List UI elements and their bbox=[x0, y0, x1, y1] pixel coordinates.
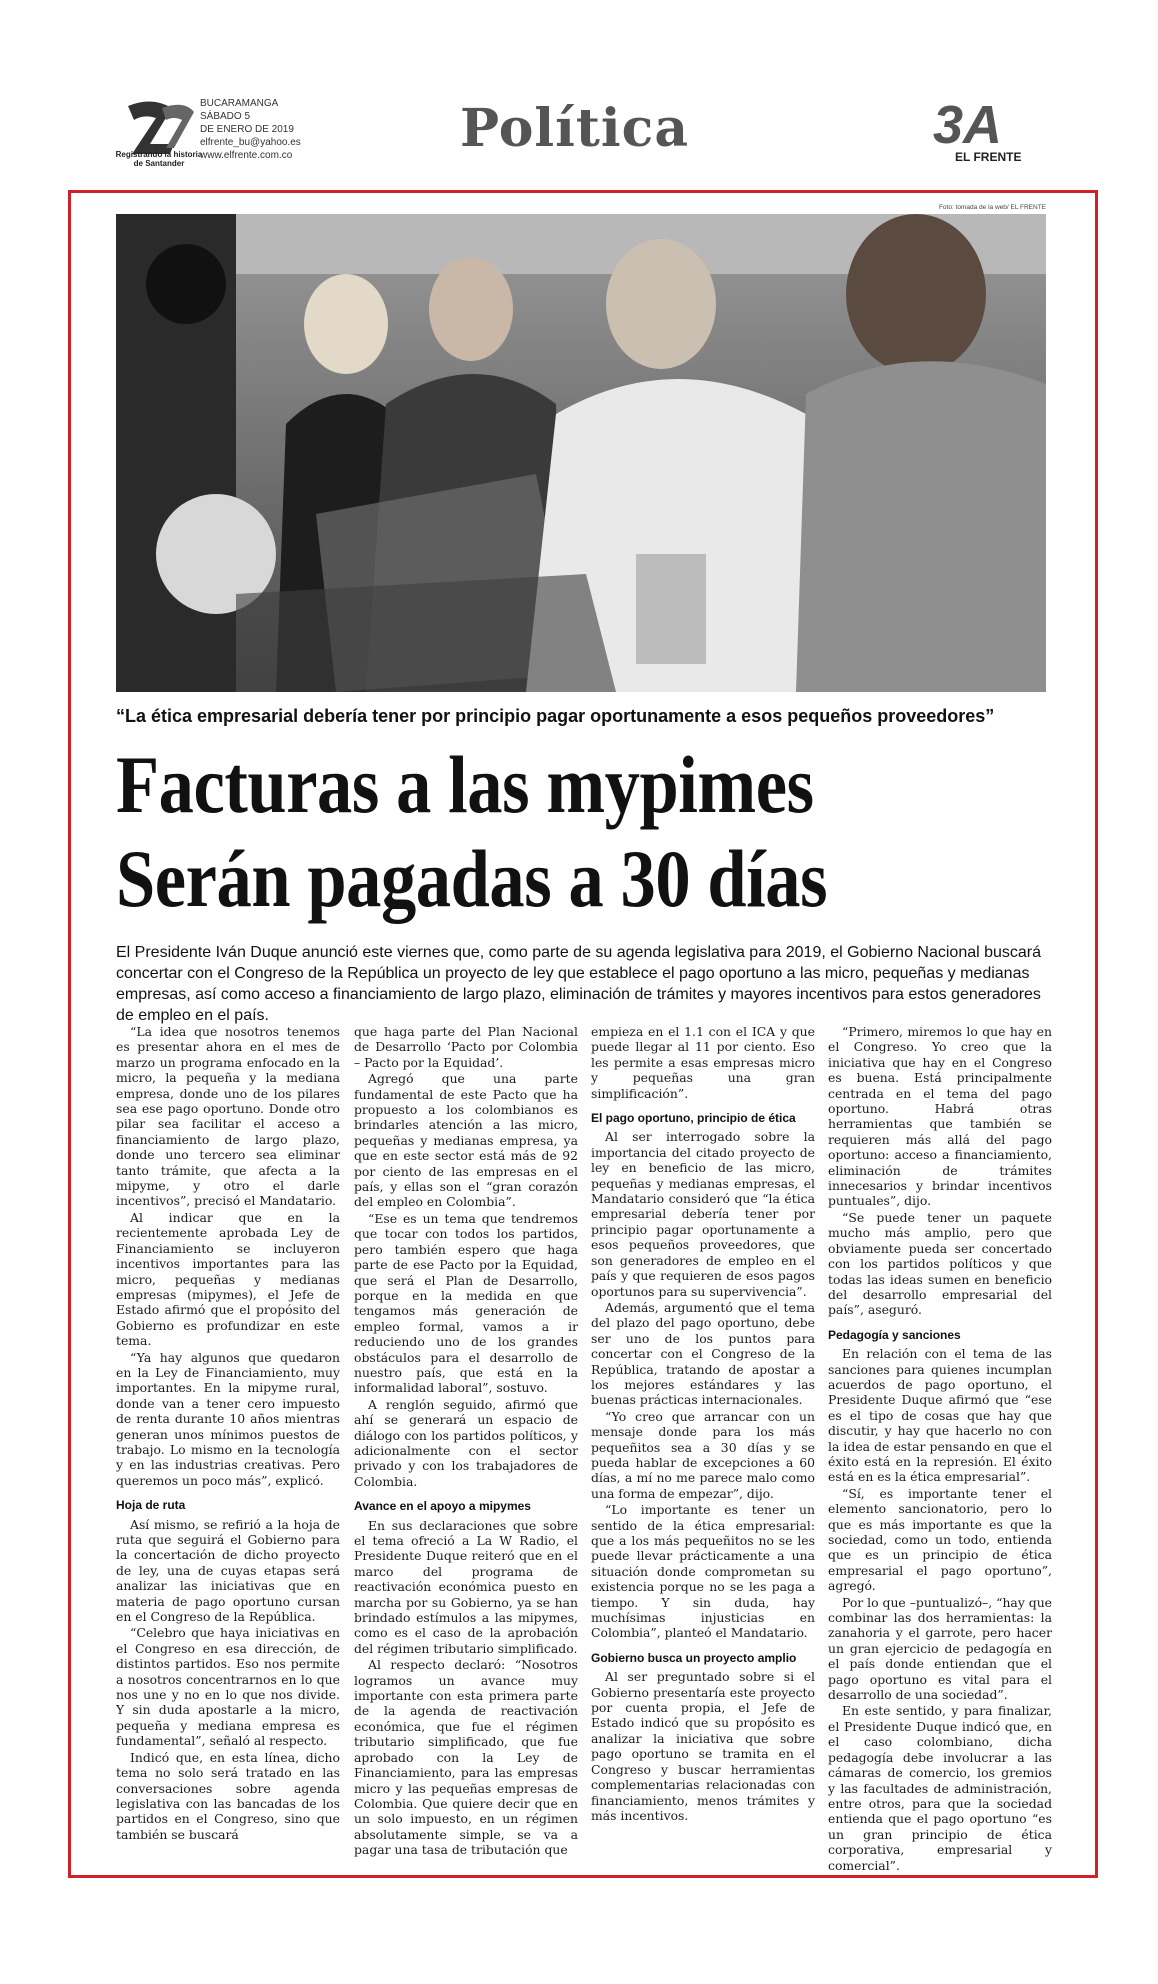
page-number: 3A bbox=[933, 95, 1003, 155]
paragraph: “Ya hay algunos que quedaron en la Ley de Financiamiento, muy importantes. En la mipyme rural, donde van a tener cero impuesto de renta durante 10 años mientras generan unos mínimos puestos de trabajo. Lo mismo en la tecnología y en las industrias creativas. Pero queremos un poco más”, explicó. bbox=[116, 1349, 340, 1488]
paragraph: A renglón seguido, afirmó que ahí se generará un espacio de diálogo con los partidos políticos, y adicionalmente con el sector privado y con los trabajadores de Colombia. bbox=[354, 1396, 578, 1489]
headline-line-2: Serán pagadas a 30 días bbox=[116, 833, 828, 924]
paragraph: “Primero, miremos lo que hay en el Congreso. Yo creo que la iniciativa que hay en el Congreso es buena. Está principalmente centrada en el tema del pago oportuno. Habrá otras herramientas que también se requieren más allá del pago oportuno: acceso a financiamiento, eliminación de trámites innecesarios y brindar incentivos puntuales”, dijo. bbox=[828, 1024, 1052, 1209]
masthead bbox=[0, 0, 1158, 190]
paragraph: Así mismo, se refirió a la hoja de ruta que seguirá el Gobierno para la concertación de dicho proyecto de ley, una de cuyas etapas será analizar las iniciativas que en materia de pago oportuno cursan en el Congreso de la República. bbox=[116, 1516, 340, 1625]
headline-line-1: Facturas a las mypimes bbox=[116, 739, 814, 830]
paragraph: Al ser preguntado sobre si el Gobierno presentaría este proyecto por cuenta propia, el Jefe de Estado indicó que su propósito es analizar la iniciativa que sobre pago oportuno se tramita en el Congreso y buscar herramientas complementarias relacionadas con financiamiento, menos trámites y más incentivos. bbox=[591, 1669, 815, 1823]
article-lead: El Presidente Iván Duque anunció este viernes que, como parte de su agenda legislativa para 2019, el Gobierno Nacional buscará concertar con el Congreso de la República un proyecto de ley que establece el pago oportuno a las micro, pequeñas y medianas empresas, así como acceso a financiamiento de largo plazo, eliminación de trámites y mayores incentivos para estos generadores de empleo en el país. bbox=[116, 944, 1042, 1024]
paragraph: Agregó que una parte fundamental de este Pacto que ha propuesto a los colombianos es brindarles atención a las micro, pequeñas y medianas empresa, ya que en este sector está más de 92 por ciento de las empresas en el país, y ellas son el “gran corazón del empleo en Colombia”. bbox=[354, 1071, 578, 1210]
section-title: Política bbox=[460, 98, 690, 159]
article-column-4 bbox=[828, 1024, 1052, 1874]
logo-tagline: Registrando la historia de Santander bbox=[115, 150, 203, 168]
article-column-2 bbox=[354, 1024, 578, 1859]
subheading: Avance en el apoyo a mipymes bbox=[354, 1499, 531, 1514]
paragraph: “Celebro que haya iniciativas en el Congreso en esa dirección, de distintos partidos. Eso nos permite a nosotros concentrarnos en lo que nos une y no en lo que nos divide. Y sin duda apostarle a la micro, pequeña y mediana empresa es fundamental”, señaló al respecto. bbox=[116, 1625, 340, 1749]
paragraph: En relación con el tema de las sanciones para quienes incumplan acuerdos de pago oportuno, el Presidente Duque afirmó que “ese es el tipo de cosas que hay que discutir, y hay que hacerlo no con la idea de estar pensando en que el éxito está en la represión. El éxito está en es la ética empresarial”. bbox=[828, 1346, 1052, 1485]
headline bbox=[116, 738, 924, 926]
subheading: Pedagogía y sanciones bbox=[828, 1327, 961, 1342]
website-link[interactable]: www.elfrente.com.co bbox=[200, 150, 293, 161]
article-photo bbox=[116, 214, 1046, 692]
paragraph: “Yo creo que arrancar con un mensaje donde para los más pequeñitos sea a 30 días y se pueda hablar de excepciones a 60 días, a mí no me parece malo como una forma de empezar”, dijo. bbox=[591, 1408, 815, 1501]
paragraph: Además, argumentó que el tema del plazo del pago oportuno, debe ser uno de los puntos para concertar con el Congreso de la República, tratando de apostar a los mejores estándares y las buenas prácticas internacionales. bbox=[591, 1299, 815, 1408]
pull-quote: “La ética empresarial debería tener por principio pagar oportunamente a esos pequeños proveedores” bbox=[116, 706, 995, 726]
paragraph: Indicó que, en esta línea, dicho tema no solo será tratado en las conversaciones sobre agenda legislativa con las bancadas de los partidos en el Congreso, sino que también se buscará bbox=[116, 1749, 340, 1842]
photo-illustration bbox=[116, 214, 1046, 692]
publication-name: EL FRENTE bbox=[955, 150, 1022, 164]
paragraph: que haga parte del Plan Nacional de Desarrollo ‘Pacto por Colombia – Pacto por la Equidad’. bbox=[354, 1024, 578, 1070]
city: BUCARAMANGA bbox=[200, 98, 279, 109]
date-line-2: DE ENERO DE 2019 bbox=[200, 124, 294, 135]
edition-meta bbox=[200, 97, 301, 162]
paragraph: empieza en el 1.1 con el ICA y que puede llegar al 11 por ciento. Eso les permite a esas empresas micro y pequeñas una gran simplificación”. bbox=[591, 1024, 815, 1101]
subheading: Gobierno busca un proyecto amplio bbox=[591, 1650, 797, 1665]
paragraph: “Sí, es importante tener el elemento sancionatorio, pero lo que es más importante es que la sociedad, como un todo, entienda que es un principio de ética empresarial el pago oportuno”, agregó. bbox=[828, 1485, 1052, 1594]
paragraph: “Ese es un tema que tendremos que tocar con todos los partidos, pero también espero que haga parte de ese Pacto por la Equidad, que será el Plan de Desarrollo, porque en la medida en que tengamos más generación de empleo formal, vamos a ir reduciendo uno de los grandes obstáculos para el desarrollo de nuestro país, que está en la informalidad laboral”, sostuvo. bbox=[354, 1210, 578, 1396]
paragraph: Al ser interrogado sobre la importancia del citado proyecto de ley en beneficio de las micro, pequeñas y medianas empresas, el Mandatario consideró que “la ética empresarial debería tener por principio pagar oportunamente a esos pequeños proveedores, que son generadores de empleo en el país y que requieren de esos pagos oportunos para su supervivencia”. bbox=[591, 1129, 815, 1299]
paragraph: “Lo importante es tener un sentido de la ética empresarial: que a los más pequeñitos no se les puede llevar prácticamente a una situación donde comprometan su existencia porque no se les paga a tiempo. Y sin duda, hay muchísimas injusticias en Colombia”, planteó el Mandatario. bbox=[591, 1502, 815, 1641]
subheading: Hoja de ruta bbox=[116, 1498, 186, 1513]
date-line-1: SÁBADO 5 bbox=[200, 111, 251, 122]
paragraph: “Se puede tener un paquete mucho más amplio, pero que obviamente pueda ser concertado con los partidos políticos y que todas las ideas sumen en beneficio del desarrollo empresarial del país”, aseguró. bbox=[828, 1209, 1052, 1318]
photo-credit: Foto: tomada de la web/ EL FRENTE bbox=[938, 204, 1046, 211]
article-column-3 bbox=[591, 1024, 815, 1824]
paragraph: En este sentido, y para finalizar, el Presidente Duque indicó que, en el caso colombiano, dicha pedagogía debe involucrar a las cámaras de comercio, los gremios y las facultades de administración, entre otros, para que la sociedad entienda que el pago oportuno “es un gran principio de ética corporativa, empresarial y comercial”. bbox=[828, 1703, 1052, 1873]
article-column-1 bbox=[116, 1024, 340, 1843]
subheading: El pago oportuno, principio de ética bbox=[591, 1111, 796, 1126]
paragraph: En sus declaraciones que sobre el tema ofreció a La W Radio, el Presidente Duque reiteró que en el marco del programa de reactivación económica puesto en marcha por su Gobierno, ya se han brindado estímulos a las mipymes, como es el caso de la aprobación del régimen tributario simplificado. bbox=[354, 1517, 578, 1656]
paragraph: “La idea que nosotros tenemos es presentar ahora en el mes de marzo un programa enfocado en la micro, la pequeña y la mediana empresa, donde uno de los pilares sea ese pago oportuno. Donde otro pilar sea facilitar el acceso a financiamiento de largo plazo, donde uno tercero sea eliminar tanto trámite, que afecta a la mipyme, y otro el darle incentivos”, precisó el Mandatario. bbox=[116, 1024, 340, 1209]
paragraph: Por lo que –puntualizó–, “hay que combinar las dos herramientas: la zanahoria y el garrote, pero hacer un gran ejercicio de pedagogía en el país donde entiendan que el pago oportuno es vital para el desarrollo de una sociedad”. bbox=[828, 1594, 1053, 1703]
paragraph: Al indicar que en la recientemente aprobada Ley de Financiamiento se incluyeron incentivos importantes para las micro, pequeñas y medianas empresas (mipymes), el Jefe de Estado afirmó que el propósito del Gobierno es profundizar en este tema. bbox=[116, 1209, 340, 1349]
email-link[interactable]: elfrente_bu@yahoo.es bbox=[200, 137, 301, 148]
paragraph: Al respecto declaró: “Nosotros logramos un avance muy importante con esta primera parte de la agenda de reactivación económica, que fue el régimen tributario simplificado, que fue aprobado con la Ley de Financiamiento, para las empresas micro y las pequeñas empresas de Colombia. Que quiere decir que en un solo impuesto, en un régimen absolutamente simple, se va a pagar una tasa de tributación que bbox=[354, 1657, 578, 1858]
